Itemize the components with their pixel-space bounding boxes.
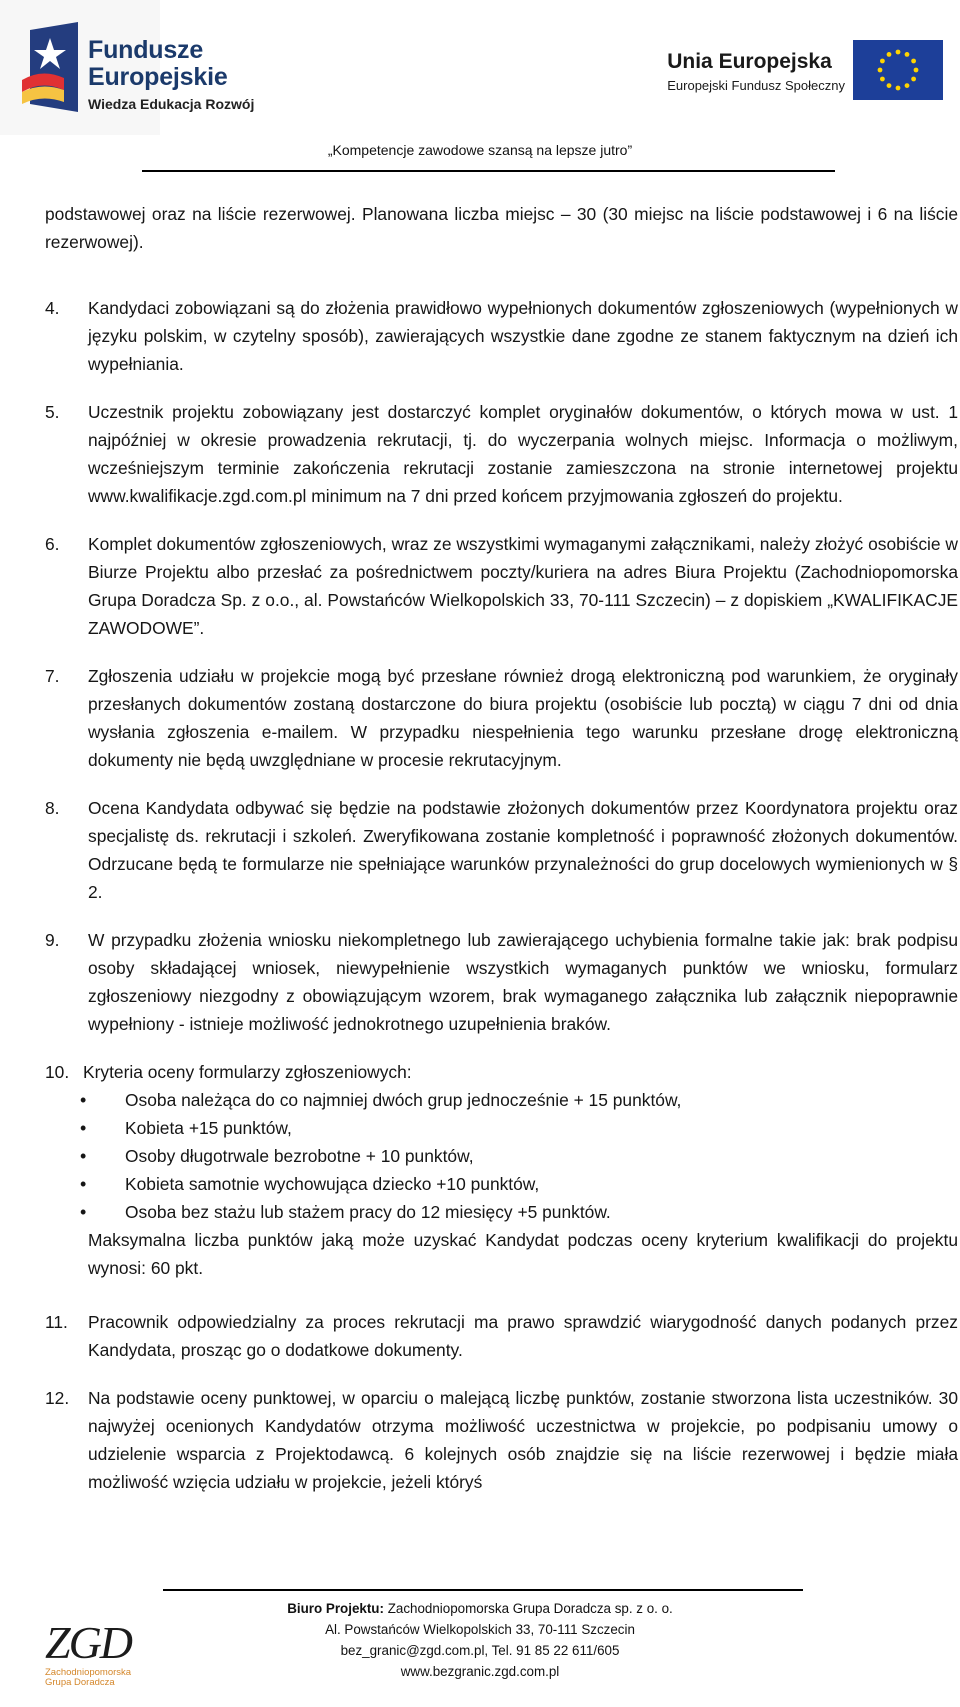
intro-paragraph: podstawowej oraz na liście rezerwowej. Planowana liczba miejsc – 30 (30 miejsc na liście podstawowej i 6 na liście rezerwowej). <box>45 204 958 252</box>
fe-logo-line1: Fundusze <box>88 36 204 64</box>
list-item-10 <box>45 1058 958 1282</box>
footer-org: Zachodniopomorska Grupa Doradcza sp. z o. o. <box>387 1601 673 1616</box>
fe-logo-line3: Wiedza Edukacja Rozwój <box>88 96 255 112</box>
zgd-logo-mark: ZGD <box>45 1617 132 1668</box>
zgd-logo-sub1: Zachodniopomorska <box>45 1667 132 1678</box>
criteria-bullet: • Osoba bez stażu lub stażem pracy do 12 miesięcy +5 punktów. <box>45 1198 958 1226</box>
document-body <box>45 200 958 1580</box>
item-number: 4. <box>45 298 60 318</box>
item-text: Komplet dokumentów zgłoszeniowych, wraz ze wszystkimi wymaganymi załącznikami, należy złożyć osobiście w Biurze Projektu albo przesłać za pośrednictwem poczty/kuriera na adres Biura Projektu (Zachodniopomorska Grupa Doradcza Sp. z o.o., al. Powstańców Wielkopolskich 33, 70-111 Szczecin) – z dopiskiem „KWALIFIKACJE ZAWODOWE”. <box>88 534 958 638</box>
list-item-4 <box>45 294 958 378</box>
list-item-6 <box>45 530 958 642</box>
item-number: 10. <box>45 1062 70 1082</box>
list-item-5 <box>45 398 958 510</box>
footer-divider <box>163 1589 803 1591</box>
footer-label: Biuro Projektu: <box>287 1601 384 1616</box>
zgd-logo-sub2: Grupa Doradcza <box>45 1677 115 1689</box>
fe-star-flag-icon <box>20 20 82 115</box>
item-text: Ocena Kandydata odbywać się będzie na podstawie złożonych dokumentów przez Koordynatora projektu oraz specjalistę ds. rekrutacji i szkoleń. Zweryfikowana zostanie kompletność i poprawność złożonych dokumentów. Odrzucane będą te formularze nie spełniające warunków przynależności do grup docelowych wymienionych w § 2. <box>88 798 958 902</box>
list-item-7 <box>45 662 958 774</box>
header-divider <box>142 170 835 172</box>
criteria-heading: Kryteria oceny formularzy zgłoszeniowych: <box>83 1062 412 1082</box>
footer-org-line <box>0 1598 960 1619</box>
item-number: 11. <box>45 1312 68 1332</box>
unia-europejska-logo-text <box>667 50 845 93</box>
item-text: Zgłoszenia udziału w projekcie mogą być przesłane również drogą elektroniczną pod warunkiem, że oryginały przesłanych dokumentów zostaną dostarczone do biura projektu (osobiście lub pocztą) w ciągu 7 dni od dnia wysłania zgłoszenia e-mailem. W przypadku niespełnienia tego warunku przesłane drogę elektroniczną dokumenty nie będą uwzględniane w procesie rekrutacyjnym. <box>88 666 958 770</box>
list-item-8 <box>45 794 958 906</box>
item-text: Uczestnik projektu zobowiązany jest dostarczyć komplet oryginałów dokumentów, o których mowa w ust. 1 najpóźniej w okresie prowadzenia rekrutacji, tj. do wyczerpania wolnych miejsc. Informacja o możliwym, wcześniejszym terminie zakończenia rekrutacji zostanie zamieszczona na stronie internetowej projektu www.kwalifikacje.zgd.com.pl minimum na 7 dni przed końcem przyjmowania zgłoszeń do projektu. <box>88 402 958 506</box>
item-number: 6. <box>45 534 60 554</box>
item-number: 9. <box>45 930 60 950</box>
footer-address: Al. Powstańców Wielkopolskich 33, 70-111 Szczecin <box>325 1622 635 1637</box>
project-tagline: „Kompetencje zawodowe szansą na lepsze jutro” <box>327 142 633 158</box>
item-number: 5. <box>45 402 60 422</box>
eu-flag-icon <box>853 40 943 100</box>
footer-contact <box>0 1598 960 1682</box>
item-text: Pracownik odpowiedzialny za proces rekrutacji ma prawo sprawdzić wiarygodność danych podanych przez Kandydata, prosząc go o dodatkowe dokumenty. <box>88 1312 958 1360</box>
list-item-9 <box>45 926 958 1038</box>
fundusze-europejskie-logo <box>0 0 275 135</box>
criteria-list <box>45 1086 958 1226</box>
fe-logo-line2: Europejskie <box>88 63 228 91</box>
criteria-bullet: • Kobieta samotnie wychowująca dziecko +10 punktów, <box>45 1170 958 1198</box>
item-text: W przypadku złożenia wniosku niekompletnego lub zawierającego uchybienia formalne takie jak: brak podpisu osoby składającej wniosek, niewypełnienie wszystkich wymaganych punktów we wniosku, formularz zgłoszeniowy niezgodny z obowiązującym wzorem, brak wymaganego załącznika lub załącznik niepoprawnie wypełniony - istnieje możliwość jednokrotnego uzupełnienia braków. <box>88 930 958 1034</box>
page-header <box>0 0 960 175</box>
list-item-11 <box>45 1308 958 1364</box>
item-text: Kandydaci zobowiązani są do złożenia prawidłowo wypełnionych dokumentów zgłoszeniowych (wypełnionych w języku polskim, w czytelny sposób), zawierających wszystkie dane zgodne ze stanem faktycznym na dzień ich wypełniania. <box>88 298 958 374</box>
criteria-bullet: • Kobieta +15 punktów, <box>45 1114 958 1142</box>
footer-website-link[interactable]: www.bezgranic.zgd.com.pl <box>400 1664 560 1679</box>
item-number: 12. <box>45 1388 70 1408</box>
criteria-summary: Maksymalna liczba punktów jaką może uzyskać Kandydat podczas oceny kryterium kwalifikacji do projektu wynosi: 60 pkt. <box>88 1230 958 1278</box>
criteria-bullet: • Osoba należąca do co najmniej dwóch grup jednocześnie + 15 punktów, <box>45 1086 958 1114</box>
item-number: 8. <box>45 798 60 818</box>
ue-logo-line1: Unia Europejska <box>667 50 832 73</box>
footer-contact-line[interactable]: bez_granic@zgd.com.pl, Tel. 91 85 22 611/605 <box>340 1643 620 1658</box>
criteria-bullet: • Osoby długotrwale bezrobotne + 10 punktów, <box>45 1142 958 1170</box>
ue-logo-line2: Europejski Fundusz Społeczny <box>667 78 845 93</box>
item-number: 7. <box>45 666 60 686</box>
list-item-12 <box>45 1384 958 1496</box>
item-text: Na podstawie oceny punktowej, w oparciu o malejącą liczbę punktów, zostanie stworzona lista uczestników. 30 najwyżej ocenionych Kandydatów otrzyma możliwość uczestnictwa w projekcie, po podpisaniu umowy o udzielenie wsparcia z Projektodawcą. 6 kolejnych osób znajdzie się na liście rezerwowej i będzie miała możliwość wzięcia udziału w projekcie, jeżeli któryś <box>88 1388 958 1492</box>
